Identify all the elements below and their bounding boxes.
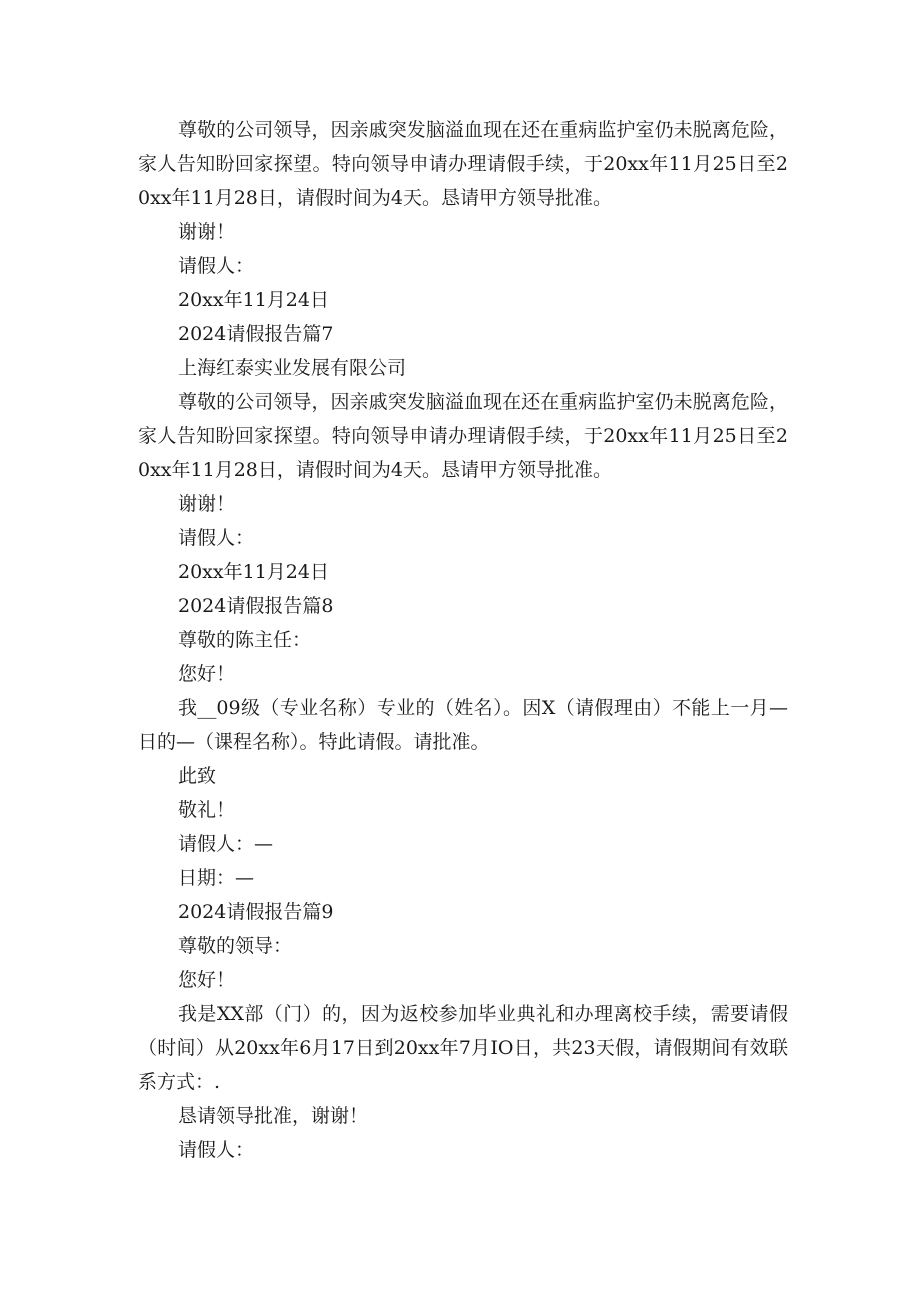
paragraph-leave-request-9-body: 我是XX部（门）的，因为返校参加毕业典礼和办理离校手续，需要请假（时间）从20xx年6月17日到20xx年7月IO日，共23天假，请假期间有效联系方式：. bbox=[138, 1003, 788, 1093]
paragraph-salutation: 尊敬的陈主任： bbox=[178, 629, 312, 651]
paragraph-leave-request-7-body: 尊敬的公司领导，因亲戚突发脑溢血现在还在重病监护室仍未脱离危险，家人告知盼回家探望。特向领导申请办理请假手续，于20xx年11月25日至20xx年11月28日，请假时间为4天。恳请甲方领导批准。 bbox=[138, 391, 788, 481]
paragraph-applicant: 请假人： bbox=[178, 255, 255, 277]
paragraph-date: 日期：— bbox=[178, 867, 255, 889]
paragraph-request-approval: 恳请领导批准，谢谢！ bbox=[178, 1105, 369, 1127]
section-heading-7: 2024请假报告篇7 bbox=[178, 323, 334, 345]
paragraph-thanks: 谢谢！ bbox=[178, 493, 236, 515]
paragraph-applicant: 请假人：— bbox=[178, 833, 274, 855]
paragraph-closing: 此致 bbox=[178, 765, 217, 787]
paragraph-greeting: 您好！ bbox=[178, 663, 236, 685]
paragraph-company-name: 上海红泰实业发展有限公司 bbox=[178, 357, 407, 379]
paragraph-date: 20xx年11月24日 bbox=[178, 289, 329, 311]
paragraph-applicant: 请假人： bbox=[178, 527, 255, 549]
paragraph-greeting: 您好！ bbox=[178, 969, 236, 991]
section-heading-9: 2024请假报告篇9 bbox=[178, 901, 334, 923]
paragraph-date: 20xx年11月24日 bbox=[178, 561, 329, 583]
document-body bbox=[138, 113, 788, 1167]
paragraph-thanks: 谢谢！ bbox=[178, 221, 236, 243]
paragraph-leave-request-8-body: 我__09级（专业名称）专业的（姓名）。因X（请假理由）不能上一月—日的—（课程名称）。特此请假。请批准。 bbox=[138, 697, 788, 753]
paragraph-regards: 敬礼！ bbox=[178, 799, 236, 821]
paragraph-leave-request-6-body: 尊敬的公司领导，因亲戚突发脑溢血现在还在重病监护室仍未脱离危险，家人告知盼回家探望。特向领导申请办理请假手续，于20xx年11月25日至20xx年11月28日，请假时间为4天。恳请甲方领导批准。 bbox=[138, 119, 788, 209]
section-heading-8: 2024请假报告篇8 bbox=[178, 595, 334, 617]
paragraph-applicant: 请假人： bbox=[178, 1139, 255, 1161]
paragraph-salutation: 尊敬的领导： bbox=[178, 935, 293, 957]
